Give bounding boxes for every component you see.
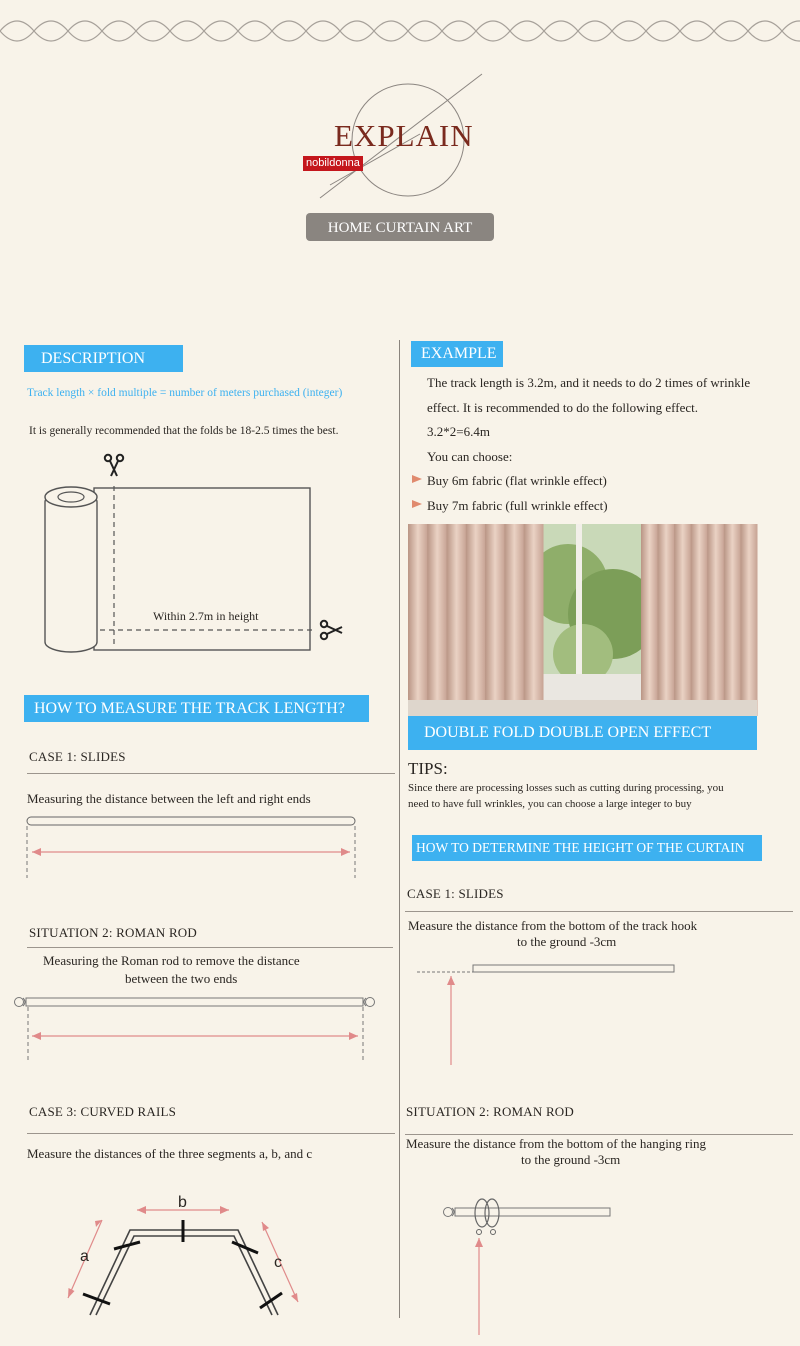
right-case2-desc-1: Measure the distance from the bottom of the hanging ring — [406, 1136, 707, 1151]
option-2: Buy 7m fabric (full wrinkle effect) — [427, 498, 608, 513]
photo-caption: DOUBLE FOLD DOUBLE OPEN EFFECT — [408, 716, 757, 750]
tips-title: TIPS: — [408, 759, 448, 778]
example-line-1: The track length is 3.2m, and it needs to do 2 times of wrinkle — [427, 375, 751, 390]
divider — [27, 1133, 395, 1134]
segment-c-label: c — [274, 1254, 282, 1271]
column-divider — [399, 340, 400, 1318]
triangle-bullet-icon — [412, 475, 422, 483]
left-case3-title: CASE 3: CURVED RAILS — [29, 1104, 177, 1119]
left-case1-title: CASE 1: SLIDES — [29, 749, 126, 764]
divider — [27, 947, 393, 948]
left-case2-desc-2: between the two ends — [125, 971, 238, 986]
roman-rod-height-diagram — [440, 1195, 615, 1335]
header-subtitle: HOME CURTAIN ART — [306, 213, 494, 241]
measure-track-tag: HOW TO MEASURE THE TRACK LENGTH? — [24, 695, 369, 722]
option-1: Buy 6m fabric (flat wrinkle effect) — [427, 473, 607, 488]
right-case2-title: SITUATION 2: ROMAN ROD — [406, 1104, 574, 1119]
segment-a-label: a — [80, 1248, 89, 1265]
left-case3-desc: Measure the distances of the three segments a, b, and c — [27, 1146, 313, 1161]
scissors-icon — [105, 455, 123, 476]
formula-text: Track length × fold multiple = number of meters purchased (integer) — [27, 387, 343, 399]
track-height-diagram — [415, 962, 685, 1067]
tips-line-2: need to have full wrinkles, you can choose a large integer to buy — [408, 798, 692, 810]
example-line-2: effect. It is recommended to do the following effect. — [427, 400, 698, 415]
brand-badge: nobildonna — [303, 156, 363, 171]
right-case1-title: CASE 1: SLIDES — [407, 886, 504, 901]
scissors-icon — [321, 621, 342, 639]
right-case1-desc-1: Measure the distance from the bottom of the track hook — [408, 918, 698, 933]
header-title: EXPLAIN — [334, 118, 474, 153]
divider — [405, 911, 793, 912]
slide-rail-diagram — [24, 812, 364, 882]
roll-height-label: Within 2.7m in height — [153, 609, 259, 623]
example-calc: 3.2*2=6.4m — [427, 424, 490, 439]
example-tag: EXAMPLE — [411, 341, 503, 367]
roman-rod-diagram — [12, 995, 382, 1065]
left-case1-desc: Measuring the distance between the left and right ends — [27, 791, 311, 806]
example-choose: You can choose: — [427, 449, 513, 464]
height-tag: HOW TO DETERMINE THE HEIGHT OF THE CURTAIN — [412, 835, 762, 861]
divider — [27, 773, 395, 774]
left-case2-title: SITUATION 2: ROMAN ROD — [29, 925, 197, 940]
description-tag: DESCRIPTION — [24, 345, 183, 372]
wave-border — [0, 14, 800, 48]
tips-line-1: Since there are processing losses such as cutting during processing, you — [408, 782, 724, 794]
curtain-photo — [408, 524, 757, 716]
right-case1-desc-2: to the ground -3cm — [517, 934, 617, 949]
segment-b-label: b — [178, 1194, 187, 1211]
fabric-roll-diagram — [40, 450, 360, 660]
right-case2-desc-2: to the ground -3cm — [521, 1152, 621, 1167]
triangle-bullet-icon — [412, 500, 422, 508]
recommendation-text: It is generally recommended that the folds be 18-2.5 times the best. — [29, 425, 339, 437]
divider — [405, 1134, 793, 1135]
left-case2-desc-1: Measuring the Roman rod to remove the distance — [43, 953, 300, 968]
